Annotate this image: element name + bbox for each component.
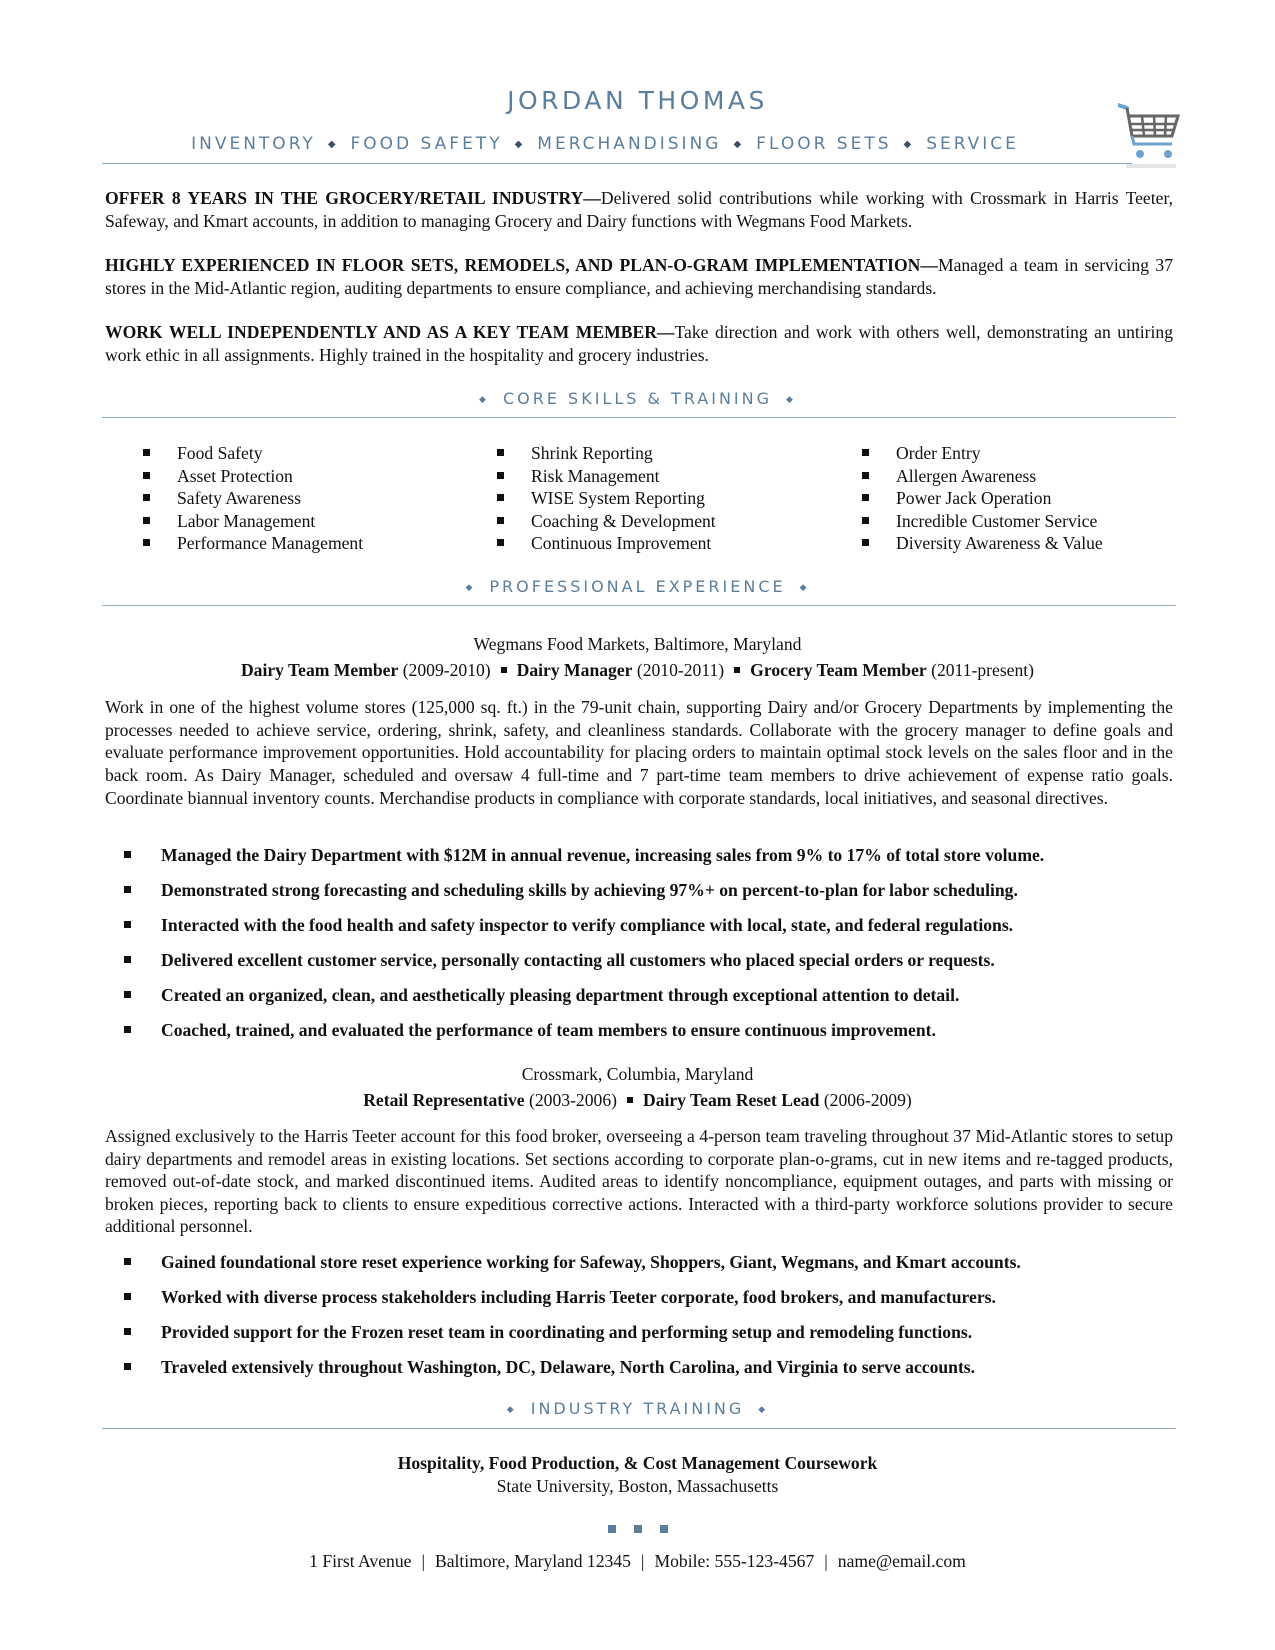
- square-dot-icon: [660, 1525, 668, 1533]
- square-bullet-icon: [143, 539, 150, 546]
- achievement-item: [124, 915, 1184, 950]
- skill-item: [143, 465, 363, 488]
- skill-item: [143, 487, 363, 510]
- contact-separator: |: [640, 1551, 645, 1571]
- achievement-item: [124, 880, 1184, 915]
- contact-phone: Mobile: 555-123-4567: [654, 1551, 815, 1571]
- square-bullet-icon: [124, 1026, 131, 1033]
- achievement-text: Managed the Dairy Department with $12M in annual revenue, increasing sales from 9% to 17% of total store volume.: [161, 845, 1045, 865]
- diamond-icon: ◆: [506, 1405, 517, 1415]
- achievement-text: Delivered excellent customer service, personally contacting all customers who placed special orders or requests.: [161, 950, 995, 970]
- contact-separator: |: [824, 1551, 828, 1571]
- square-bullet-icon: [143, 494, 150, 501]
- shopping-cart-icon: [1118, 100, 1180, 170]
- contact-address: 1 First Avenue: [309, 1551, 412, 1571]
- job1-dates-3: (2011-present): [931, 660, 1035, 680]
- job1-dates-1: (2009-2010): [402, 660, 491, 680]
- square-bullet-icon: [862, 539, 869, 546]
- skill-label: Order Entry: [896, 443, 981, 463]
- footer-dots: [0, 1520, 1275, 1538]
- achievement-text: Coached, trained, and evaluated the performance of team members to ensure continuous improvement.: [161, 1020, 936, 1040]
- skill-label: Power Jack Operation: [896, 488, 1052, 509]
- experience-title-text: PROFESSIONAL EXPERIENCE: [489, 577, 786, 596]
- diamond-icon: ◆: [799, 583, 810, 593]
- skills-column-3: [862, 442, 1103, 555]
- diamond-icon: ◆: [786, 395, 796, 405]
- achievement-text: Interacted with the food health and safety inspector to verify compliance with local, state, and federal regulations.: [161, 915, 1014, 935]
- experience-section-title: [0, 577, 1275, 596]
- skill-label: Shrink Reporting: [531, 443, 653, 463]
- experience-divider: [102, 605, 1176, 606]
- training-title-text: INDUSTRY TRAINING: [530, 1399, 745, 1418]
- square-bullet-icon: [862, 494, 869, 501]
- skill-label: Coaching & Development: [531, 510, 716, 531]
- square-bullet-icon: [497, 494, 504, 501]
- summary-text-3: Take direction and work with others well, demonstrating an untiring work ethic in all assignments. Highly trained in the hospitality and grocery industries.: [105, 322, 1173, 365]
- achievement-text: Demonstrated strong forecasting and scheduling skills by achieving 97%+ on percent-to-plan for labor scheduling.: [161, 880, 1018, 900]
- skill-item: [862, 532, 1103, 555]
- skill-label: Allergen Awareness: [896, 465, 1037, 486]
- diamond-icon: ◆: [758, 1405, 769, 1415]
- job1-description: Work in one of the highest volume stores (125,000 sq. ft.) in the 79-unit chain, supporting Dairy and/or Grocery Departments by implementing the processes needed to achieve service, ordering, shrink, safety, and cleanliness standards. Collaborate with the grocery manager to define goals and evaluate performance improvement opportunities. Hold accountability for placing orders to maintain optimal stock levels on the sales floor and in the back room. As Dairy Manager, scheduled and oversaw 4 full-time and 7 part-time team members to drive achievement of expense ratio goals. Coordinate biannual inventory counts. Merchandise products in compliance with corporate standards, local initiatives, and seasonal directives.: [105, 697, 1173, 808]
- keyword-4: FLOOR SETS: [756, 134, 892, 154]
- job2-roles: [0, 1090, 1275, 1111]
- achievement-text: Traveled extensively throughout Washington, DC, Delaware, North Carolina, and Virginia to serve accounts.: [161, 1357, 976, 1377]
- job2-achievements: [124, 1252, 1184, 1392]
- skill-item: [497, 465, 716, 488]
- achievement-item: [124, 845, 1184, 880]
- square-bullet-icon: [143, 517, 150, 524]
- square-bullet-icon: [143, 472, 150, 479]
- header-divider: [102, 163, 1132, 164]
- square-separator-icon: [627, 1097, 633, 1103]
- skill-item: [862, 510, 1103, 533]
- skill-label: WISE System Reporting: [531, 488, 705, 509]
- skill-item: [862, 465, 1103, 488]
- contact-email[interactable]: name@email.com: [837, 1551, 966, 1571]
- achievement-text: Gained foundational store reset experience working for Safeway, Shoppers, Giant, Wegmans, and Kmart accounts.: [161, 1252, 1021, 1272]
- job2-role-1: Retail Representative: [363, 1090, 525, 1110]
- achievement-item: [124, 950, 1184, 985]
- diamond-separator-icon: ◆: [733, 139, 745, 150]
- square-bullet-icon: [862, 449, 869, 456]
- keyword-1: INVENTORY: [191, 134, 316, 154]
- square-bullet-icon: [497, 539, 504, 546]
- candidate-name: JORDAN THOMAS: [507, 86, 768, 115]
- square-bullet-icon: [124, 1363, 131, 1370]
- achievement-item: [124, 1322, 1184, 1357]
- skill-label: Risk Management: [531, 465, 660, 486]
- square-bullet-icon: [124, 1293, 131, 1300]
- skill-item: [143, 442, 363, 465]
- diamond-separator-icon: ◆: [327, 139, 339, 150]
- square-bullet-icon: [124, 851, 131, 858]
- job2-role-2: Dairy Team Reset Lead: [642, 1090, 820, 1110]
- job1-dates-2: (2010-2011): [636, 660, 725, 680]
- contact-separator: |: [421, 1551, 425, 1571]
- summary-paragraph-2: [105, 254, 1173, 299]
- square-bullet-icon: [124, 886, 131, 893]
- diamond-icon: ◆: [465, 583, 476, 593]
- training-section-title: [0, 1399, 1275, 1418]
- summary-text-1: Delivered solid contributions while working with Crossmark in Harris Teeter, Safeway, and Kmart accounts, in addition to managing Grocery and Dairy functions with Wegmans Food Markets.: [105, 188, 1173, 231]
- keyword-2: FOOD SAFETY: [350, 134, 503, 154]
- summary-text-2: Managed a team in servicing 37 stores in the Mid-Atlantic region, auditing departments to ensure compliance, and achieving merchandising standards.: [105, 255, 1173, 298]
- summary-paragraph-1: [105, 187, 1173, 232]
- summary-paragraph-3: [105, 321, 1173, 366]
- diamond-separator-icon: ◆: [514, 139, 526, 150]
- diamond-separator-icon: ◆: [903, 139, 915, 150]
- square-bullet-icon: [143, 449, 150, 456]
- job2-dates-2: (2006-2009): [823, 1090, 912, 1110]
- achievement-item: [124, 1287, 1184, 1322]
- skill-label: Asset Protection: [177, 465, 293, 486]
- skill-item: [143, 532, 363, 555]
- achievement-text: Provided support for the Frozen reset team in coordinating and performing setup and remodeling functions.: [161, 1322, 973, 1342]
- square-separator-icon: [734, 667, 740, 673]
- job2-dates-1: (2003-2006): [529, 1090, 617, 1110]
- square-bullet-icon: [124, 1328, 131, 1335]
- square-bullet-icon: [124, 921, 131, 928]
- square-dot-icon: [608, 1525, 616, 1533]
- achievement-item: [124, 1020, 1184, 1055]
- keyword-5: SERVICE: [926, 134, 1019, 154]
- summary-lead-2: HIGHLY EXPERIENCED IN FLOOR SETS, REMODELS, AND PLAN-O-GRAM IMPLEMENTATION—: [105, 255, 938, 275]
- skill-label: Continuous Improvement: [531, 533, 712, 554]
- contact-line: [0, 1551, 1275, 1572]
- keyword-3: MERCHANDISING: [537, 134, 722, 154]
- achievement-item: [124, 1357, 1184, 1392]
- training-divider: [102, 1428, 1176, 1429]
- job1-role-1: Dairy Team Member: [240, 660, 399, 680]
- square-separator-icon: [501, 667, 507, 673]
- skills-divider: [102, 417, 1176, 418]
- achievement-text: Created an organized, clean, and aesthetically pleasing department through exceptional attention to detail.: [161, 985, 960, 1005]
- square-bullet-icon: [124, 1258, 131, 1265]
- achievement-item: [124, 1252, 1184, 1287]
- skill-item: [862, 487, 1103, 510]
- job1-achievements: [124, 845, 1184, 1055]
- summary-lead-3: WORK WELL INDEPENDENTLY AND AS A KEY TEAM MEMBER—: [105, 322, 675, 342]
- job1-roles: [0, 660, 1275, 681]
- skill-item: [497, 510, 716, 533]
- square-bullet-icon: [497, 472, 504, 479]
- skills-section-title: [0, 389, 1275, 408]
- diamond-icon: ◆: [479, 395, 489, 405]
- achievement-item: [124, 985, 1184, 1020]
- keyword-banner: [100, 134, 1110, 154]
- square-bullet-icon: [497, 449, 504, 456]
- training-school: State University, Boston, Massachusetts: [496, 1476, 779, 1496]
- job1-role-2: Dairy Manager: [516, 660, 633, 680]
- skill-item: [497, 442, 716, 465]
- job2-description: Assigned exclusively to the Harris Teeter account for this food broker, overseeing a 4-person team traveling throughout 37 Mid-Atlantic stores to setup dairy departments and remodel areas in existing locations. Set sections according to corporate plan-o-grams, cut in new items and re-tagged products, removed out-of-date stock, and marked discontinued items. Audited areas to identify noncompliance, equipment outages, and parts with missing or broken pieces, reporting back to clients to ensure expeditious corrective actions. Interacted with a third-party workforce solutions provider to secure additional personnel.: [105, 1126, 1173, 1236]
- training-course: Hospitality, Food Production, & Cost Management Coursework: [397, 1453, 878, 1473]
- square-bullet-icon: [497, 517, 504, 524]
- skill-item: [143, 510, 363, 533]
- skill-item: [497, 532, 716, 555]
- skills-column-1: [143, 442, 363, 555]
- skill-item: [497, 487, 716, 510]
- skill-label: Labor Management: [177, 510, 316, 531]
- square-bullet-icon: [862, 517, 869, 524]
- achievement-text: Worked with diverse process stakeholders including Harris Teeter corporate, food brokers, and manufacturers.: [161, 1287, 996, 1307]
- job1-company: Wegmans Food Markets, Baltimore, Maryland: [473, 634, 802, 654]
- skills-title-text: CORE SKILLS & TRAINING: [502, 389, 773, 408]
- square-dot-icon: [634, 1525, 642, 1533]
- skill-label: Performance Management: [177, 533, 364, 554]
- skills-column-2: [497, 442, 716, 555]
- summary-lead-1: OFFER 8 YEARS IN THE GROCERY/RETAIL INDUSTRY—: [105, 188, 601, 208]
- skill-item: [862, 442, 1103, 465]
- skill-label: Diversity Awareness & Value: [896, 533, 1103, 554]
- job1-role-3: Grocery Team Member: [750, 660, 927, 680]
- skill-label: Food Safety: [177, 443, 263, 463]
- square-bullet-icon: [124, 991, 131, 998]
- square-bullet-icon: [124, 956, 131, 963]
- skill-label: Incredible Customer Service: [896, 510, 1098, 531]
- job2-company: Crossmark, Columbia, Maryland: [521, 1064, 754, 1084]
- skill-label: Safety Awareness: [177, 488, 301, 509]
- square-bullet-icon: [862, 472, 869, 479]
- contact-city: Baltimore, Maryland 12345: [434, 1551, 631, 1571]
